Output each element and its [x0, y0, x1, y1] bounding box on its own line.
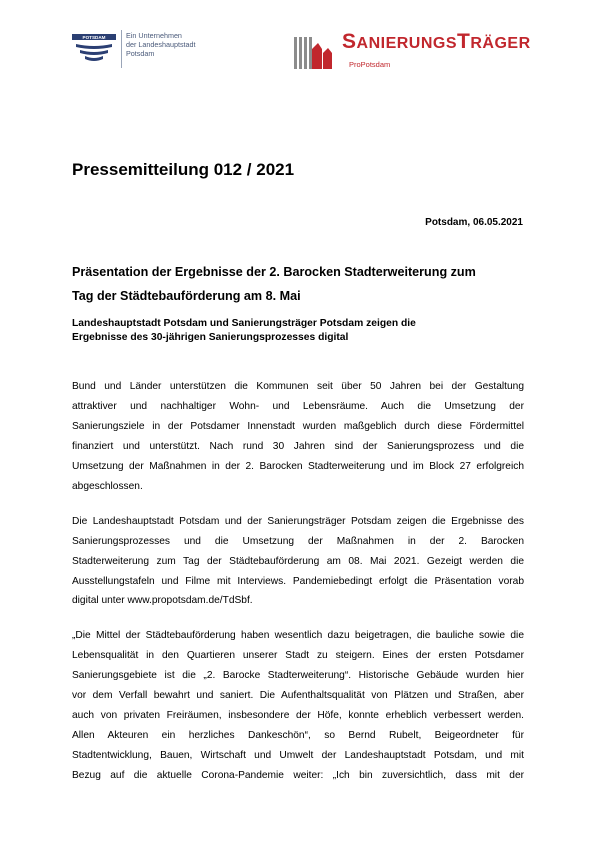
date-line: Potsdam, 06.05.2021	[425, 217, 523, 228]
paragraph-1-line-4: finanziert und unterstützt. Nach rund 30 Jahren sind der Sanierungsprozess und die	[72, 441, 524, 452]
potsdam-crown-logo	[70, 30, 118, 66]
paragraph-1-line-6: abgeschlossen.	[72, 481, 143, 492]
brand-part-raeger: RÄGER	[470, 35, 531, 52]
press-release-title: Pressemitteilung 012 / 2021	[72, 160, 295, 179]
brand-letter-s: S	[342, 30, 357, 53]
headline-line-2: Tag der Städtebauförderung am 8. Mai	[72, 289, 301, 303]
paragraph-2-line-2: Sanierungsprozesses und die Umsetzung der Maßnahmen in der 2. Barocken	[72, 536, 524, 547]
paragraph-3-line-1: „Die Mittel der Städtebauförderung haben wesentlich dazu beigetragen, die bauliche sowie die	[72, 630, 524, 641]
paragraph-3-line-4: vor dem Verfall bewahrt und saniert. Die Aufenthaltsqualität von Plätzen und Straßen, aber	[72, 690, 524, 701]
paragraph-2-line-5: digital unter www.propotsdam.de/TdSbf.	[72, 595, 253, 606]
brand-part-anierungs: ANIERUNGS	[356, 35, 458, 52]
logo-arc-1	[76, 44, 112, 49]
paragraph-3-line-2: Lebensqualität in den Quartieren unserer Stadt zu steigern. Eines der ersten Potsdamer	[72, 650, 524, 661]
logo-text-line-1: Ein Unternehmen	[126, 31, 182, 40]
logo-text-line-2: der Landeshauptstadt	[126, 40, 196, 49]
headline-line-1: Präsentation der Ergebnisse der 2. Barocken Stadterweiterung zum	[72, 265, 476, 279]
logo-arc-3	[85, 56, 103, 61]
paragraph-2-line-1: Die Landeshauptstadt Potsdam und der Sanierungsträger Potsdam zeigen die Ergebnisse des	[72, 516, 524, 527]
logo-divider	[121, 30, 122, 68]
logo-text-line-3: Potsdam	[126, 49, 155, 58]
paragraph-3-line-5: auch von privaten Freiräumen, insbesondere der Höfe, konnte erheblich verbessert werden.	[72, 710, 524, 721]
paragraph-1-line-2: attraktiver und nachhaltiger Wohn- und Lebensräume. Auch die Umsetzung der	[72, 401, 524, 412]
subheadline-line-1: Landeshauptstadt Potsdam und Sanierungsträger Potsdam zeigen die	[72, 318, 416, 329]
logo-emblem-text: POTSDAM	[82, 35, 106, 40]
paragraph-1-line-3: Sanierungsziele in der Potsdamer Innenstadt wurden maßgeblich durch diese Fördermittel	[72, 421, 524, 432]
paragraph-2-line-4: Ausstellungstafeln und Filme mit Interviews. Pandemiebedingt erfolgt die Präsentation vorab	[72, 576, 524, 587]
brand-letter-t: T	[457, 30, 471, 53]
paragraph-3-line-6: Allen Akteuren ein herzliches Dankeschön“, so Bernd Rubelt, Beigeordneter für	[72, 730, 524, 741]
logo-arc-2	[80, 50, 108, 55]
brand-subtitle: ProPotsdam	[349, 60, 391, 69]
sanierungstraeger-wordmark	[342, 30, 531, 56]
paragraph-2-line-3: Stadterweiterung zum Tag der Städtebauförderung am 08. Mai 2021. Gezeigt werden die	[72, 556, 524, 567]
paragraph-3-line-3: Sanierungsgebiete ist die „2. Barocke Stadterweiterung“. Historische Gebäude wurden hier	[72, 670, 524, 681]
subheadline-line-2: Ergebnisse des 30-jährigen Sanierungsprozesses digital	[72, 332, 349, 343]
paragraph-1-line-1: Bund und Länder unterstützen die Kommunen seit über 50 Jahren bei der Gestaltung	[72, 381, 524, 392]
paragraph-1-line-5: Umsetzung der Maßnahmen in der 2. Barocken Stadterweiterung und im Block 27 erfolgreich	[72, 461, 524, 472]
sanierungstraeger-bars-icon	[294, 35, 334, 71]
paragraph-3-line-7: Stadtentwicklung, Bauen, Wirtschaft und Umwelt der Landeshauptstadt Potsdam, und mit	[72, 750, 524, 761]
paragraph-3-line-8: Bezug auf die aktuelle Corona-Pandemie weiter: „Ich bin zuversichtlich, dass mit der	[72, 770, 524, 781]
